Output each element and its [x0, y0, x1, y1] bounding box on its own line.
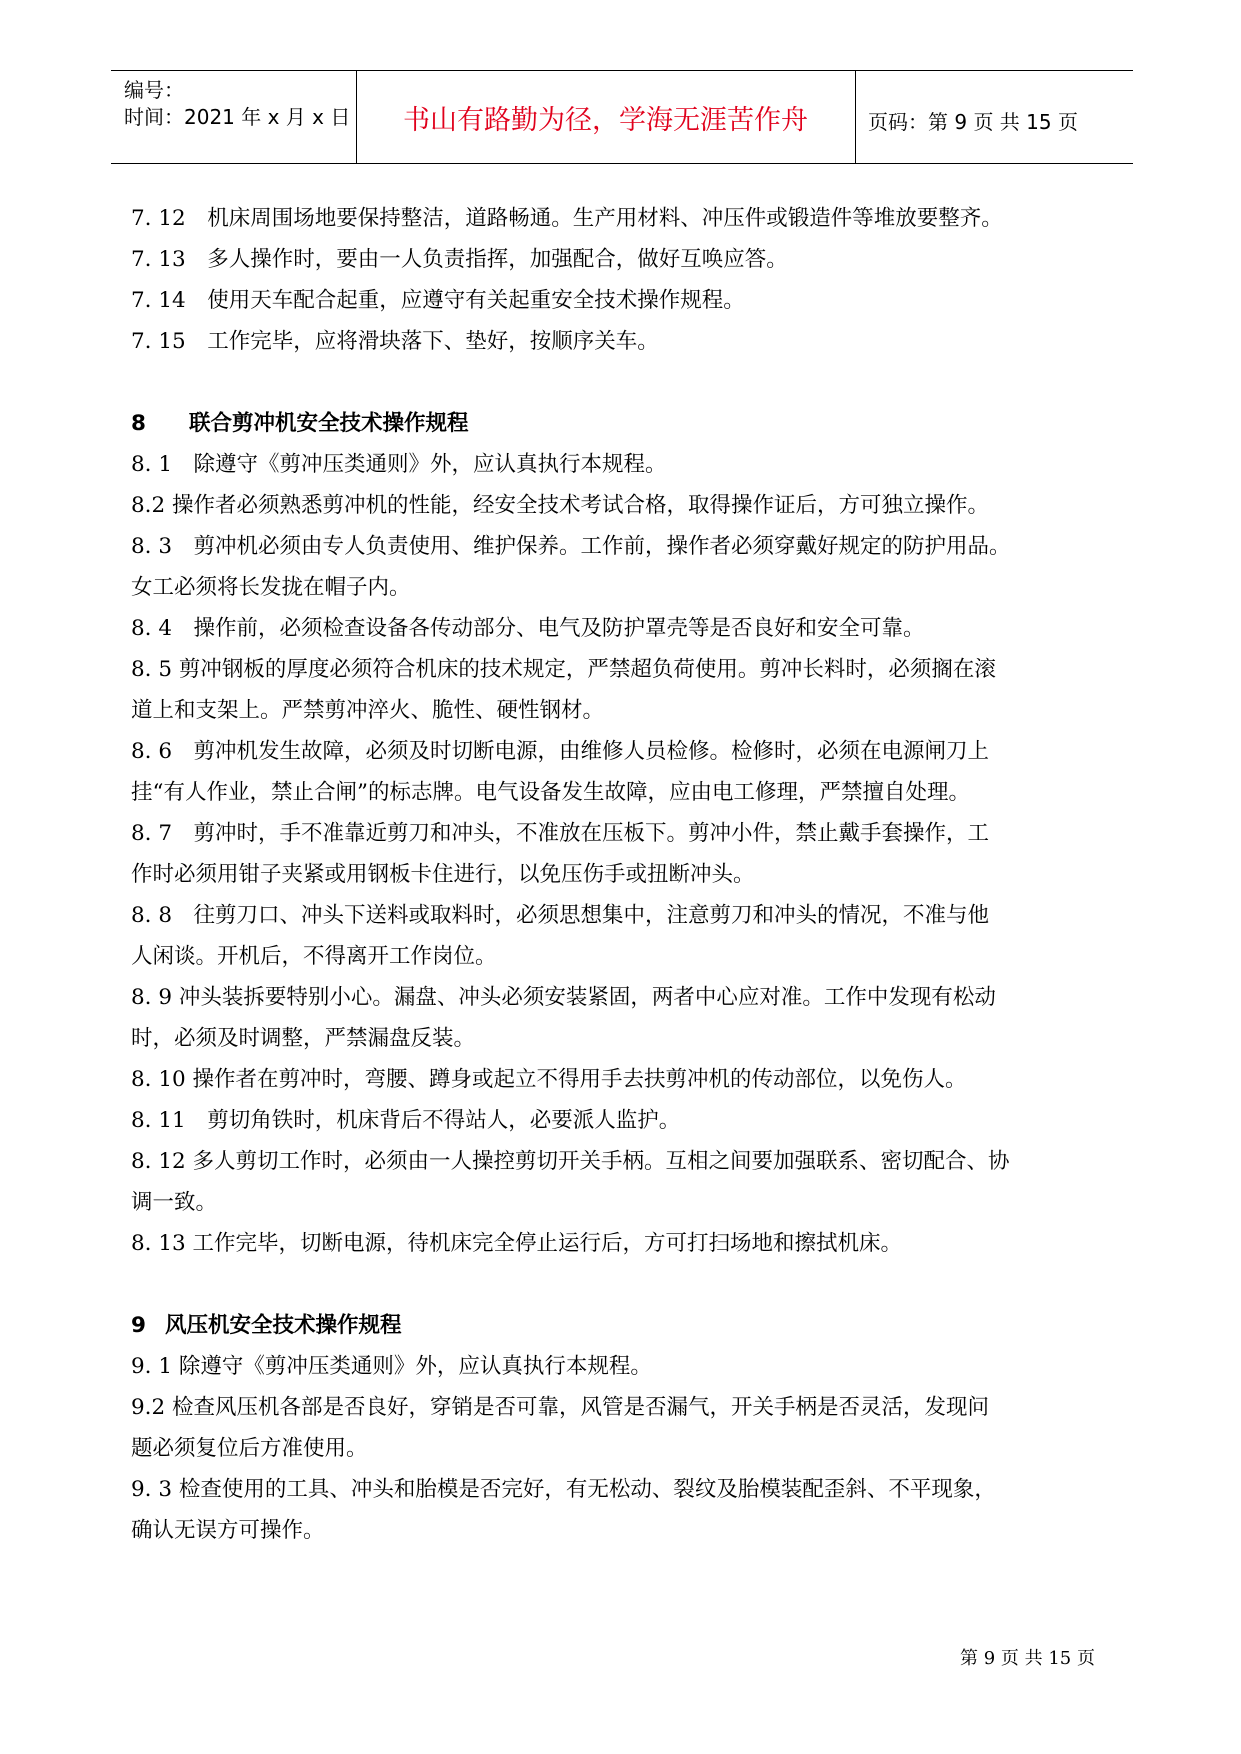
paragraph-line: 8. 1 除遵守《剪冲压类通则》外，应认真执行本规程。: [131, 452, 667, 477]
paragraph-line: 7. 14 使用天车配合起重，应遵守有关起重安全技术操作规程。: [131, 288, 745, 313]
section-title: 风压机安全技术操作规程: [165, 1313, 402, 1338]
paragraph-line: 8. 8 往剪刀口、冲头下送料或取料时，必须思想集中，注意剪刀和冲头的情况，不准与他: [131, 903, 990, 928]
paragraph-line: 8. 5 剪冲钢板的厚度必须符合机床的技术规定，严禁超负荷使用。剪冲长料时，必须搁在滚: [131, 657, 996, 682]
paragraph-line: 8. 6 剪冲机发生故障，必须及时切断电源，由维修人员检修。检修时，必须在电源闸刀上: [131, 739, 990, 764]
serial-label: 编号：: [124, 78, 184, 102]
paragraph-line: 8.2 操作者必须熟悉剪冲机的性能，经安全技术考试合格，取得操作证后，方可独立操作。: [131, 493, 990, 518]
paragraph-line: 调一致。: [131, 1190, 218, 1215]
paragraph-line: 9. 1 除遵守《剪冲压类通则》外，应认真执行本规程。: [131, 1354, 652, 1379]
section-number: 9: [131, 1313, 146, 1338]
paragraph-line: 8. 12 多人剪切工作时，必须由一人操控剪切开关手柄。互相之间要加强联系、密切配合、协: [131, 1149, 1010, 1174]
header-divider-right: [855, 70, 856, 163]
paragraph-line: 7. 15 工作完毕，应将滑块落下、垫好，按顺序关车。: [131, 329, 659, 354]
paragraph-line: 8. 9 冲头装拆要特别小心。漏盘、冲头必须安装紧固，两者中心应对准。工作中发现有松动: [131, 985, 996, 1010]
slogan: 书山有路勤为径，学海无涯苦作舟: [403, 105, 808, 136]
document-body: [131, 198, 1124, 1551]
paragraph-line: 9.2 检查风压机各部是否良好，穿销是否可靠，风管是否漏气，开关手柄是否灵活，发现问: [131, 1395, 990, 1420]
paragraph-line: 道上和支架上。严禁剪冲淬火、脆性、硬性钢材。: [131, 698, 605, 723]
time-label: 时间：2021 年 x 月 x 日: [124, 105, 351, 129]
section-7-continuation: [131, 198, 1124, 362]
paragraph-line: 题必须复位后方准使用。: [131, 1436, 368, 1461]
paragraph-line: 8. 4 操作前，必须检查设备各传动部分、电气及防护罩壳等是否良好和安全可靠。: [131, 616, 925, 641]
paragraph-line: 8. 3 剪冲机必须由专人负责使用、维护保养。工作前，操作者必须穿戴好规定的防护用品。: [131, 534, 1011, 559]
page-info: 页码：第 9 页 共 15 页: [868, 110, 1078, 134]
header-bottom-rule: [111, 163, 1133, 164]
section-heading: [131, 403, 1124, 444]
section-9: [131, 1305, 1124, 1551]
paragraph-line: 8. 11 剪切角铁时，机床背后不得站人，必要派人监护。: [131, 1108, 681, 1133]
section-heading: [131, 1305, 1124, 1346]
paragraph-line: 确认无误方可操作。: [131, 1518, 325, 1543]
paragraph-line: 9. 3 检查使用的工具、冲头和胎模是否完好，有无松动、裂纹及胎模装配歪斜、不平现象，: [131, 1477, 996, 1502]
paragraph-line: 女工必须将长发拢在帽子内。: [131, 575, 411, 600]
page-footer: 第 9 页 共 15 页: [960, 1648, 1095, 1669]
paragraph-line: 8. 7 剪冲时，手不准靠近剪刀和冲头，不准放在压板下。剪冲小件，禁止戴手套操作，工: [131, 821, 990, 846]
paragraph-line: 挂“有人作业，禁止合闸”的标志牌。电气设备发生故障，应由电工修理，严禁擅自处理。: [131, 780, 970, 805]
header-top-rule: [111, 70, 1133, 71]
paragraph-line: 7. 13 多人操作时，要由一人负责指挥，加强配合，做好互唤应答。: [131, 247, 788, 272]
section-8: [131, 403, 1124, 1264]
paragraph-line: 人闲谈。开机后，不得离开工作岗位。: [131, 944, 497, 969]
paragraph-line: 7. 12 机床周围场地要保持整洁，道路畅通。生产用材料、冲压件或锻造件等堆放要整齐。: [131, 206, 1003, 231]
paragraph-line: 作时必须用钳子夹紧或用钢板卡住进行，以免压伤手或扭断冲头。: [131, 862, 755, 887]
paragraph-line: 时，必须及时调整，严禁漏盘反装。: [131, 1026, 476, 1051]
paragraph-line: 8. 13 工作完毕，切断电源，待机床完全停止运行后，方可打扫场地和擦拭机床。: [131, 1231, 903, 1256]
paragraph-line: 8. 10 操作者在剪冲时，弯腰、蹲身或起立不得用手去扶剪冲机的传动部位，以免伤人。: [131, 1067, 967, 1092]
section-title: 联合剪冲机安全技术操作规程: [189, 411, 469, 436]
section-number: 8: [131, 411, 146, 436]
